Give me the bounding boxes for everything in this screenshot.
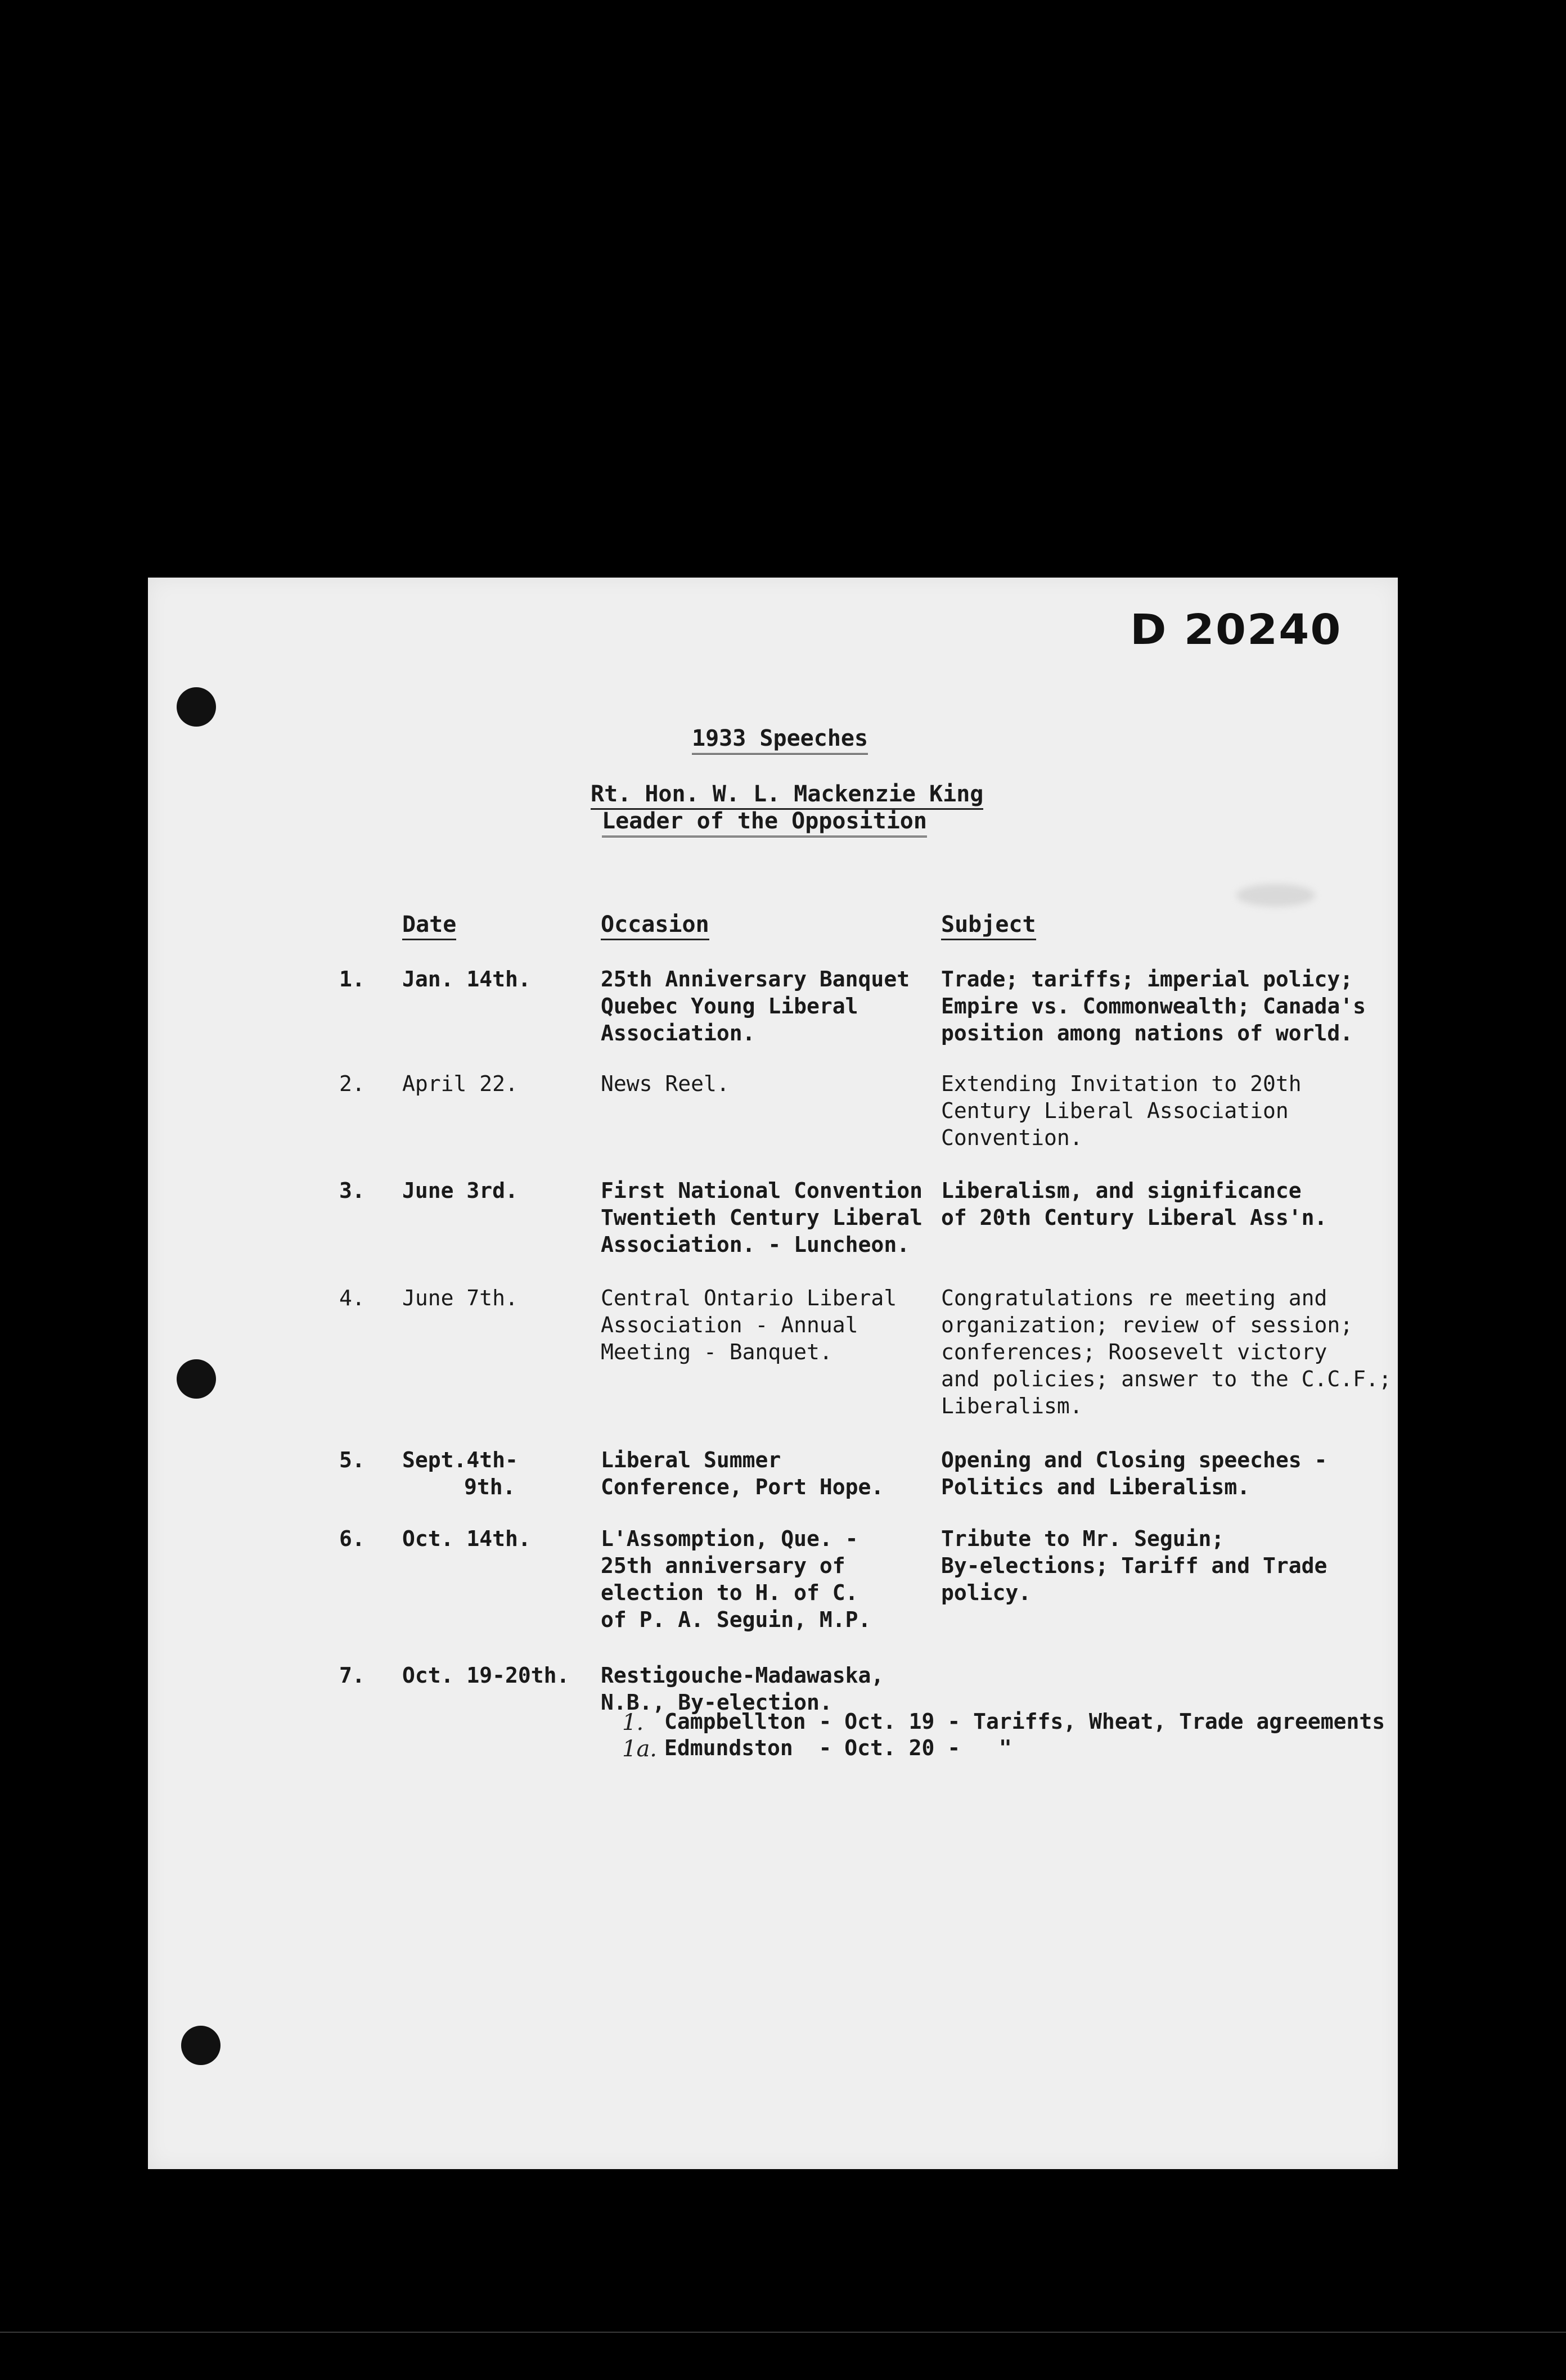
row-date: June 3rd. — [402, 1178, 518, 1203]
sub-item-campbellton: Campbellton - Oct. 19 - Tariffs, Wheat, Trade agreements — [664, 1709, 1385, 1734]
row-date: 9th. — [464, 1475, 516, 1499]
row-subject: Politics and Liberalism. — [941, 1475, 1250, 1499]
row-occasion: Central Ontario Liberal — [601, 1286, 897, 1310]
row-number: 1. — [339, 967, 365, 991]
header-occasion — [601, 911, 709, 938]
row-subject: organization; review of session; — [941, 1313, 1353, 1337]
row-subject: Empire vs. Commonwealth; Canada's — [941, 994, 1366, 1018]
punch-hole-bottom — [181, 2026, 220, 2065]
row-occasion: First National Convention — [601, 1178, 922, 1203]
sub-item-edmundston: Edmundston - Oct. 20 - " — [664, 1736, 1012, 1760]
row-occasion: of P. A. Seguin, M.P. — [601, 1607, 871, 1632]
header-subject-label: Subject — [941, 912, 1036, 940]
row-occasion: election to H. of C. — [601, 1580, 858, 1605]
row-occasion: Conference, Port Hope. — [601, 1475, 884, 1499]
row-number: 3. — [339, 1178, 365, 1203]
row-subject: Tribute to Mr. Seguin; — [941, 1526, 1225, 1551]
row-occasion: News Reel. — [601, 1071, 730, 1096]
row-occasion: Meeting - Banquet. — [601, 1340, 832, 1364]
row-subject: Liberalism, and significance — [941, 1178, 1302, 1203]
row-subject: Opening and Closing speeches - — [941, 1448, 1328, 1472]
row-subject: Trade; tariffs; imperial policy; — [941, 967, 1353, 991]
row-occasion: Association - Annual — [601, 1313, 858, 1337]
row-occasion: 25th anniversary of — [601, 1553, 845, 1578]
row-subject: policy. — [941, 1580, 1032, 1605]
header-date — [402, 911, 456, 938]
row-number: 6. — [339, 1526, 365, 1551]
subtitle-line-1 — [591, 781, 983, 808]
row-subject: Century Liberal Association — [941, 1098, 1289, 1123]
row-date: June 7th. — [402, 1286, 518, 1310]
row-number: 2. — [339, 1071, 365, 1096]
document-id-stamp: D 20240 — [1130, 606, 1342, 654]
row-subject: position among nations of world. — [941, 1021, 1353, 1045]
document-page — [148, 578, 1398, 2169]
row-subject: conferences; Roosevelt victory — [941, 1340, 1328, 1364]
row-subject: Congratulations re meeting and — [941, 1286, 1328, 1310]
row-subject: and policies; answer to the C.C.F.; — [941, 1367, 1392, 1391]
row-date: Jan. 14th. — [402, 967, 531, 991]
row-occasion: Twentieth Century Liberal — [601, 1205, 922, 1230]
row-occasion: Restigouche-Madawaska, — [601, 1663, 884, 1688]
row-occasion: 25th Anniversary Banquet — [601, 967, 910, 991]
row-subject: By-elections; Tariff and Trade — [941, 1553, 1328, 1578]
punch-hole-middle — [177, 1359, 216, 1399]
subtitle-name: Rt. Hon. W. L. Mackenzie King — [591, 781, 983, 810]
row-number: 7. — [339, 1663, 365, 1688]
header-subject — [941, 911, 1036, 938]
row-occasion: Association. — [601, 1021, 755, 1045]
row-subject: Convention. — [941, 1125, 1083, 1150]
row-occasion: Association. - Luncheon. — [601, 1232, 910, 1257]
row-occasion: Quebec Young Liberal — [601, 994, 858, 1018]
row-occasion: L'Assomption, Que. - — [601, 1526, 858, 1551]
title-text: 1933 Speeches — [692, 725, 868, 755]
handwritten-mark-1: 1. — [622, 1710, 644, 1736]
subtitle-role: Leader of the Opposition — [602, 808, 927, 837]
paper-smudge — [1236, 884, 1315, 907]
subtitle-line-2 — [602, 808, 927, 835]
row-subject: Liberalism. — [941, 1394, 1083, 1418]
row-subject: of 20th Century Liberal Ass'n. — [941, 1205, 1328, 1230]
row-date: Sept.4th- — [402, 1448, 518, 1472]
row-number: 5. — [339, 1448, 365, 1472]
row-date: Oct. 14th. — [402, 1526, 531, 1551]
scan-border-line — [0, 2332, 1566, 2333]
header-date-label: Date — [402, 912, 456, 940]
punch-hole-top — [177, 687, 216, 727]
document-title — [692, 725, 868, 752]
row-date: Oct. 19-20th. — [402, 1663, 570, 1688]
row-occasion: N.B., By-election. — [601, 1690, 832, 1715]
handwritten-mark-1a: 1a. — [622, 1736, 658, 1762]
row-date: April 22. — [402, 1071, 518, 1096]
header-occasion-label: Occasion — [601, 912, 709, 940]
row-number: 4. — [339, 1286, 365, 1310]
row-subject: Extending Invitation to 20th — [941, 1071, 1302, 1096]
row-occasion: Liberal Summer — [601, 1448, 781, 1472]
